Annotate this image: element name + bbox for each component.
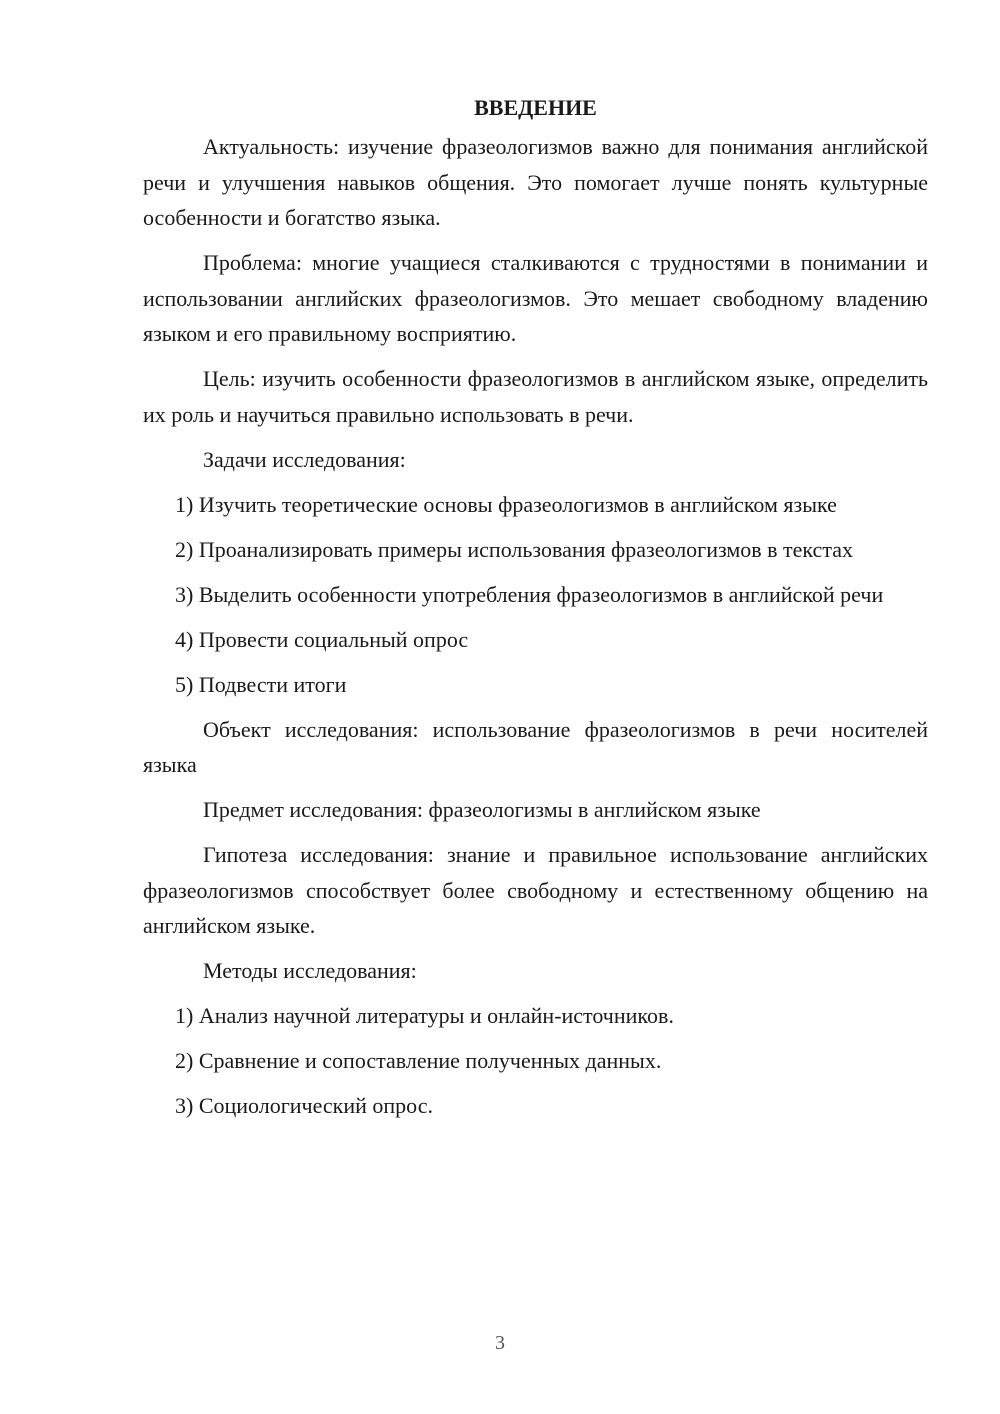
subject-paragraph: Предмет исследования: фразеологизмы в английском языке (203, 797, 761, 822)
problem-paragraph: Проблема: многие учащиеся сталкиваются с трудностями в понимании и использовании английских фразеологизмов. Это мешает свободному владению языком и его правильному восприятию. (143, 250, 928, 346)
list-item: 2) Сравнение и сопоставление полученных данных. (175, 1048, 662, 1073)
relevance-paragraph: Актуальность: изучение фразеологизмов важно для понимания английской речи и улучшения навыков общения. Это помогает лучше понять культурные особенности и богатство языка. (143, 134, 928, 230)
methods-list (143, 998, 928, 1124)
list-item: 3) Выделить особенности употребления фразеологизмов в английской речи (175, 581, 884, 607)
list-item: 2) Проанализировать примеры использования фразеологизмов в текстах (175, 536, 853, 562)
document-title: ВВЕДЕНИЕ (474, 95, 597, 120)
methods-heading: Методы исследования: (203, 958, 417, 983)
hypothesis-paragraph: Гипотеза исследования: знание и правильное использование английских фразеологизмов способствует более свободному и естественному общению на английском языке. (143, 842, 928, 938)
page-number: 3 (495, 1332, 505, 1354)
tasks-list (143, 487, 928, 703)
list-item: 4) Провести социальный опрос (175, 626, 469, 652)
document-page (143, 90, 928, 1133)
object-paragraph: Объект исследования: использование фразеологизмов в речи носителей языка (143, 716, 928, 777)
goal-paragraph: Цель: изучить особенности фразеологизмов в английском языке, определить их роль и научиться правильно использовать в речи. (143, 366, 928, 427)
tasks-heading: Задачи исследования: (203, 446, 406, 472)
list-item: 3) Социологический опрос. (175, 1093, 433, 1118)
list-item: 1) Анализ научной литературы и онлайн-источников. (175, 1003, 674, 1028)
list-item: 1) Изучить теоретические основы фразеологизмов в английском языке (175, 491, 837, 517)
list-item: 5) Подвести итоги (175, 671, 347, 697)
